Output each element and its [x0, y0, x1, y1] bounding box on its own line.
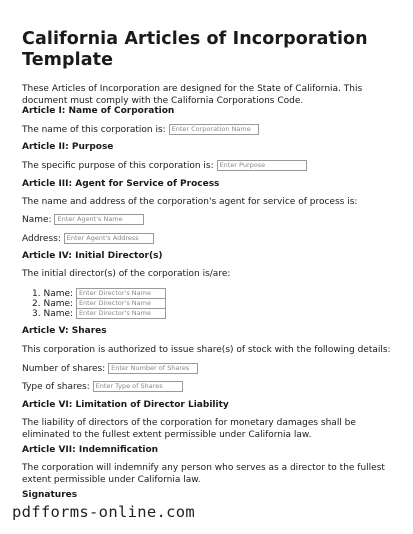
number-of-shares-row [22, 363, 198, 375]
agent-address-input[interactable]: Enter Agent's Address [64, 233, 154, 244]
directors-text: The initial director(s) of the corporation is/are: [22, 269, 231, 279]
director-name-input[interactable]: Enter Director's Name [76, 308, 166, 319]
agent-address-label: Address: [22, 234, 61, 244]
article-4-heading: Article IV: Initial Director(s) [22, 251, 163, 261]
article-1-heading: Article I: Name of Corporation [22, 106, 175, 116]
purpose-input[interactable]: Enter Purpose [217, 160, 307, 171]
article-5-heading: Article V: Shares [22, 326, 107, 336]
article-7-heading: Article VII: Indemnification [22, 445, 159, 455]
agent-name-input[interactable]: Enter Agent's Name [54, 214, 144, 225]
director-number: 2. [32, 299, 41, 309]
director-name-label: Name: [43, 299, 74, 309]
director-name-label: Name: [43, 309, 74, 319]
director-number: 1. [32, 289, 41, 299]
shares-text: This corporation is authorized to issue share(s) of stock with the following details: [22, 345, 391, 355]
corporation-name-input[interactable]: Enter Corporation Name [169, 124, 259, 135]
intro-text: These Articles of Incorporation are designed for the State of California. This document must comply with the California Corporations Code. [22, 84, 363, 106]
director-name-input[interactable]: Enter Director's Name [76, 288, 166, 299]
agent-address-row [22, 233, 154, 245]
type-of-shares-label: Type of shares: [22, 382, 90, 392]
type-of-shares-row [22, 381, 183, 393]
watermark-text: pdfforms-online.com [12, 503, 196, 521]
director-name-label: Name: [43, 289, 74, 299]
article-6-heading: Article VI: Limitation of Director Liability [22, 400, 229, 410]
article-3-heading: Article III: Agent for Service of Process [22, 179, 220, 189]
corporation-name-label: The name of this corporation is: [22, 125, 166, 135]
type-of-shares-input[interactable]: Enter Type of Shares [93, 381, 183, 392]
liability-text: The liability of directors of the corporation for monetary damages shall be eliminated to the fullest extent permissible under California law. [22, 418, 356, 440]
director-row [32, 308, 166, 320]
number-of-shares-input[interactable]: Enter Number of Shares [108, 363, 198, 374]
article-2-row [22, 160, 307, 172]
purpose-label: The specific purpose of this corporation is: [22, 161, 214, 171]
indemnification-text: The corporation will indemnify any person who serves as a director to the fullest extent permissible under California law. [22, 463, 385, 485]
director-number: 3. [32, 309, 41, 319]
signatures-heading: Signatures [22, 490, 78, 500]
article-2-heading: Article II: Purpose [22, 142, 114, 152]
agent-text: The name and address of the corporation's agent for service of process is: [22, 197, 358, 207]
document-title: California Articles of Incorporation Template [22, 29, 368, 70]
number-of-shares-label: Number of shares: [22, 364, 106, 374]
document-page [22, 0, 392, 500]
director-name-input[interactable]: Enter Director's Name [76, 298, 166, 309]
agent-name-row [22, 214, 144, 226]
article-1-row [22, 124, 259, 136]
agent-name-label: Name: [22, 215, 52, 225]
